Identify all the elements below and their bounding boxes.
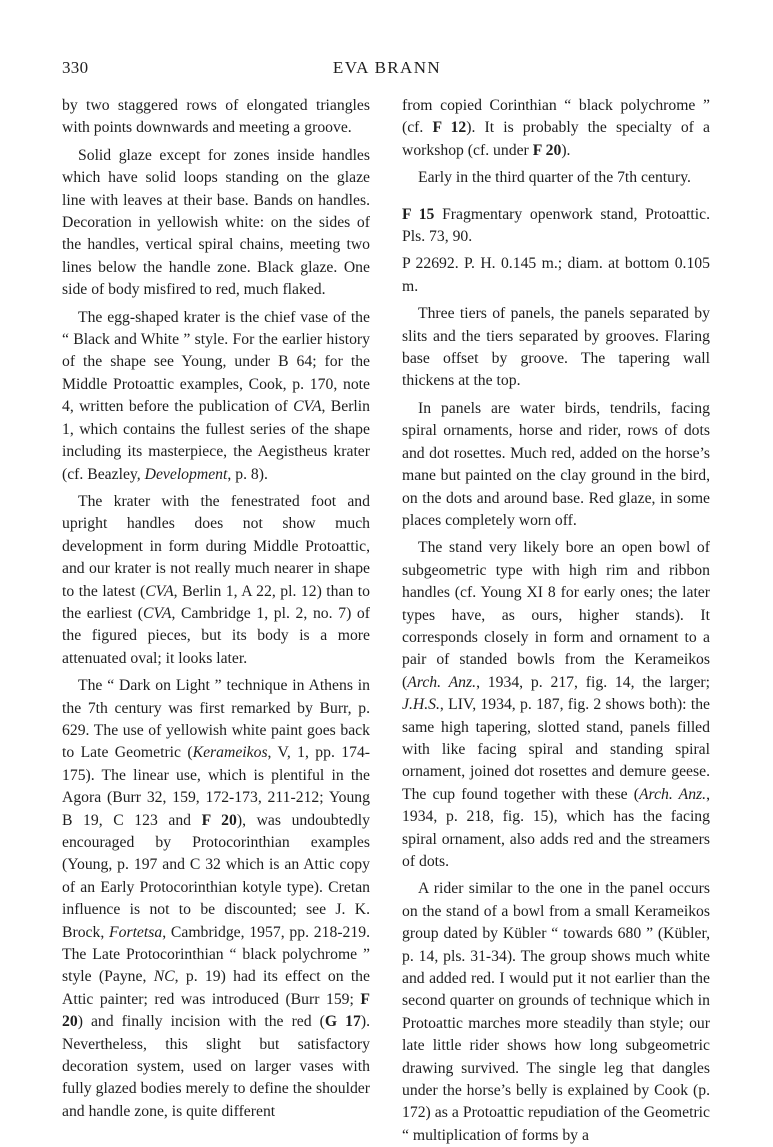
page-header bbox=[62, 58, 712, 80]
italic-text: Development bbox=[144, 465, 228, 483]
body-paragraph bbox=[402, 878, 710, 1147]
italic-text: J.H.S. bbox=[402, 696, 440, 714]
text-run: , Cambridge, 1957, pp. 218-219. The Late Protocorinthian “ black polychrome ” style (Payne, bbox=[62, 923, 370, 986]
text-run: Early in the third quarter of the 7th century. bbox=[418, 169, 691, 187]
italic-text: Arch. Anz. bbox=[638, 785, 707, 803]
body-paragraph bbox=[62, 95, 370, 140]
body-paragraph bbox=[62, 675, 370, 1123]
body-paragraph bbox=[402, 95, 710, 162]
italic-text: CVA bbox=[142, 604, 172, 622]
bold-text: F 20 bbox=[532, 141, 562, 159]
right-column bbox=[402, 95, 710, 1147]
text-run: In panels are water birds, tendrils, facing spiral ornaments, horse and rider, rows of dots and dot rosettes. Much red, added on the horse’s mane but painted on the clay ground in the bird, on the dots and around base. Red glaze, in some places completely worn off. bbox=[402, 399, 710, 529]
text-run: The stand very likely bore an open bowl of subgeometric type with high rim and ribbon handles (cf. Young XI 8 for early ones; the later types have, as ours, higher stands). It corresponds closely in form and ornament to a pair of standed bowls from the Kerameikos ( bbox=[402, 539, 710, 691]
body-paragraph bbox=[402, 167, 710, 189]
text-run: The krater with the fenestrated foot and upright handles does not show much development in form during Middle Protoattic, and our krater is not really much nearer in shape to the latest ( bbox=[62, 492, 370, 600]
italic-text: Kerameikos bbox=[192, 744, 268, 762]
body-paragraph bbox=[402, 537, 710, 873]
text-run: Three tiers of panels, the panels separated by slits and the tiers separated by grooves. Flaring base offset by groove. The tapering wall thickens at the top. bbox=[402, 305, 710, 390]
bold-text: F 15 bbox=[402, 205, 435, 223]
italic-text: CVA bbox=[145, 582, 174, 600]
text-run: , LIV, 1934, p. 187, fig. 2 shows both): the same high tapering, slotted stand, panels filled with like facing spiral and standing spiral ornament, joined dot rosettes and demure geese. The cup found together with these ( bbox=[402, 696, 710, 803]
text-run: A rider similar to the one in the panel occurs on the stand of a bowl from a small Kerameikos group dated by Kübler “ towards 680 ” (Kübler, p. 14, pls. 31-34). The group shows much white and added red. I would put it not earlier than the second quarter on grounds of technique which in Protoattic marches more steadily than style; our late little rider shows how long subgeometric drawing survived. The single leg that dangles under the horse’s belly is explained by Cook (p. 172) as a Protoattic repudiation of the Geometric “ multiplication of forms by a bbox=[402, 880, 710, 1144]
running-head: EVA BRANN bbox=[332, 58, 442, 77]
catalogue-entry-reference bbox=[402, 253, 710, 298]
text-run: , Berlin 1, which contains the fullest series of the shape including its masterpiece, the Aegistheus krater (cf. Beazley, bbox=[62, 398, 370, 483]
body-paragraph bbox=[62, 491, 370, 670]
italic-text: Fortetsa bbox=[109, 923, 163, 941]
text-run: , p. 19) had its effect on the Attic painter; red was introduced (Burr 159; bbox=[62, 968, 370, 1008]
text-run: by two staggered rows of elongated triangles with points downwards and meeting a groove. bbox=[62, 97, 370, 137]
text-run: ). bbox=[561, 141, 571, 159]
catalogue-entry-heading bbox=[402, 204, 710, 249]
bold-text: G 17 bbox=[324, 1013, 361, 1031]
text-run: , p. 8). bbox=[227, 465, 268, 483]
text-run: from copied Corinthian “ black polychrome ” (cf. bbox=[402, 97, 710, 137]
italic-text: Arch. Anz. bbox=[407, 673, 477, 691]
text-run: Solid glaze except for zones inside handles which have solid loops standing on the glaze line with leaves at their base. Bands on handles. Decoration in yellowish white: on the sides of the handles, vertical spiral chains, meeting two lines below the handle zone. Black glaze. One side of body misfired to red, much flaked. bbox=[62, 146, 370, 299]
bold-text: F 12 bbox=[432, 119, 467, 137]
text-run: The egg-shaped krater is the chief vase of the “ Black and White ” style. For the earlier history of the shape see Young, under B 64; for the Middle Protoattic examples, Cook, p. 170, note 4, written before the publication of bbox=[62, 308, 370, 416]
left-column bbox=[62, 95, 370, 1123]
page-number: 330 bbox=[62, 58, 89, 77]
body-paragraph bbox=[402, 303, 710, 393]
text-run: , 1934, p. 218, fig. 15), which has the facing spiral ornament, also adds red and the streamers of dots. bbox=[402, 785, 710, 870]
text-run: ). Nevertheless, this slight but satisfactory decoration system, used on larger vases with fully glazed bodies merely to define the shoulder and handle zone, is quite different bbox=[62, 1013, 371, 1120]
text-run: , 1934, p. 217, fig. 14, the larger; bbox=[476, 673, 710, 691]
text-run: ) and finally incision with the red ( bbox=[77, 1013, 325, 1031]
text-run: , Berlin 1, A 22, pl. 12) than to the earliest ( bbox=[62, 582, 371, 622]
body-paragraph bbox=[62, 307, 370, 486]
body-paragraph bbox=[402, 398, 710, 532]
bold-text: F 20 bbox=[201, 811, 237, 829]
bold-text: F 20 bbox=[62, 990, 370, 1031]
italic-text: NC bbox=[153, 968, 175, 986]
text-run: ). It is probably the specialty of a workshop (cf. under bbox=[402, 119, 710, 159]
text-run: , V, 1, pp. 174-175). The linear use, which is plentiful in the Agora (Burr 32, 159, 172-173, 211-212; Young B 19, C 123 and bbox=[62, 744, 371, 829]
body-paragraph bbox=[62, 145, 370, 302]
text-run: Fragmentary openwork stand, Protoattic. Pls. 73, 90. bbox=[402, 205, 711, 246]
text-run: P 22692. P. H. 0.145 m.; diam. at bottom 0.105 m. bbox=[402, 255, 710, 295]
italic-text: CVA bbox=[293, 398, 322, 416]
text-run: The “ Dark on Light ” technique in Athens in the 7th century was first remarked by Burr, p. 629. The use of yellowish white paint goes back to Late Geometric ( bbox=[62, 677, 370, 762]
text-run: , Cambridge 1, pl. 2, no. 7) of the figured pieces, but its body is a more attenuated oval; it looks later. bbox=[62, 604, 371, 667]
text-run: ), was undoubtedly encouraged by Protocorinthian examples (Young, p. 197 and C 32 which is an Attic copy of an Early Protocorinthian kotyle type). Cretan influence is not to be discounted; see J. K. Brock, bbox=[62, 811, 370, 941]
